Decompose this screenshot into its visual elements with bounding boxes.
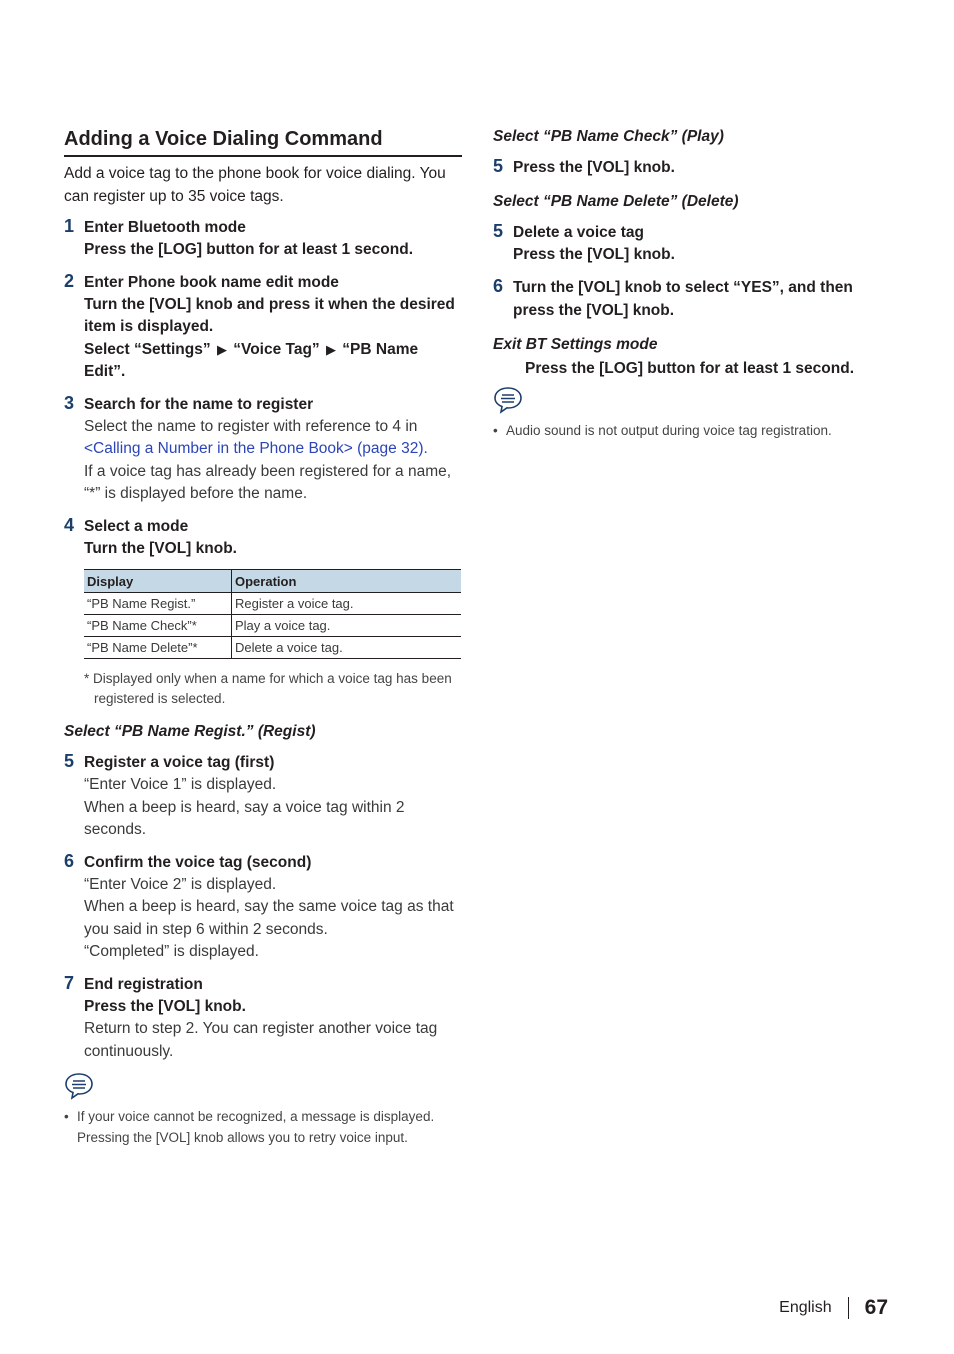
mode-heading-regist: Select “PB Name Regist.” (Regist) — [64, 723, 316, 740]
section-title: Adding a Voice Dialing Command — [64, 126, 462, 157]
note-item — [493, 420, 893, 441]
page-number: 67 — [864, 1296, 888, 1319]
table-cell: “PB Name Delete”* — [84, 637, 232, 659]
step-number: 5 — [64, 751, 75, 771]
step-number: 5 — [493, 221, 504, 241]
step-heading: End registration — [84, 975, 203, 993]
step-heading: Enter Phone book name edit mode — [84, 273, 339, 291]
footer-language: English — [779, 1299, 832, 1316]
step-number: 3 — [64, 392, 75, 413]
footer-divider — [848, 1297, 849, 1319]
note-text: If your voice cannot be recognized, a message is displayed. Pressing the [VOL] knob allows you to retry voice input. — [77, 1109, 435, 1145]
table-footnote: * Displayed only when a name for which a voice tag has been registered is selected. — [84, 671, 452, 706]
table-cell: “PB Name Check”* — [84, 615, 232, 637]
step-text: “Enter Voice 1” is displayed. — [84, 776, 277, 793]
step-instruction: Press the [VOL] knob. — [84, 997, 246, 1015]
step-heading: Register a voice tag (first) — [84, 754, 275, 771]
step-number: 6 — [493, 275, 504, 296]
step-heading: Turn the [VOL] knob to select “YES”, and then press the [VOL] knob. — [513, 278, 853, 319]
step-5-play — [493, 156, 893, 179]
table-cell: Register a voice tag. — [232, 593, 462, 615]
page-footer — [779, 1294, 888, 1322]
step-text — [84, 416, 462, 461]
step-instruction: Turn the [VOL] knob. — [84, 539, 237, 557]
bullet: • — [493, 422, 498, 438]
mode-table — [84, 569, 461, 659]
step-text: When a beep is heard, say a voice tag within 2 seconds. — [84, 798, 405, 838]
step-2 — [64, 271, 462, 384]
note-item — [64, 1106, 462, 1148]
step-heading: Press the [VOL] knob. — [513, 159, 675, 176]
table-cell: Play a voice tag. — [232, 615, 462, 637]
step-text: Return to step 2. You can register another voice tag continuously. — [84, 1020, 438, 1060]
step-heading: Confirm the voice tag (second) — [84, 853, 312, 871]
step-1 — [64, 216, 462, 262]
reference-text: Select the name to register with reference to 4 in — [84, 417, 418, 435]
triangle-right-icon: ▶ — [216, 341, 227, 357]
step-instruction: Turn the [VOL] knob and press it when the desired item is displayed. — [84, 295, 455, 335]
step-number: 2 — [64, 270, 75, 291]
table-cell: “PB Name Regist.” — [84, 593, 232, 615]
step-number: 7 — [64, 972, 75, 993]
left-column — [64, 126, 462, 1148]
step-instruction: Press the [LOG] button for at least 1 second. — [84, 241, 413, 258]
exit-instruction: Press the [LOG] button for at least 1 second. — [525, 359, 854, 377]
table-cell: Delete a voice tag. — [232, 637, 462, 659]
step-heading: Search for the name to register — [84, 395, 314, 413]
triangle-right-icon: ▶ — [325, 341, 336, 357]
step-5-register — [64, 751, 462, 842]
step-heading: Delete a voice tag — [513, 224, 644, 241]
speech-bubble-note-icon — [493, 386, 523, 414]
step-number: 5 — [493, 156, 504, 176]
step-number: 6 — [64, 850, 75, 871]
step-3 — [64, 393, 462, 506]
table-row — [84, 637, 461, 659]
step-heading: Select a mode — [84, 517, 189, 535]
speech-bubble-note-icon — [64, 1072, 94, 1100]
menu-path-voice-tag: “Voice Tag” — [233, 340, 320, 358]
step-4 — [64, 515, 462, 561]
step-number: 4 — [64, 514, 75, 535]
note-text: Audio sound is not output during voice tag registration. — [506, 422, 832, 438]
table-header-row — [84, 570, 461, 593]
menu-path-settings: Select “Settings” — [84, 340, 211, 358]
table-row — [84, 615, 461, 637]
table-row — [84, 593, 461, 615]
mode-heading-delete: Select “PB Name Delete” (Delete) — [493, 193, 739, 210]
bullet: • — [64, 1109, 69, 1124]
step-7-end — [64, 973, 462, 1064]
column-header: Display — [84, 570, 232, 593]
step-heading: Enter Bluetooth mode — [84, 219, 246, 236]
step-6-delete — [493, 276, 893, 322]
step-text: When a beep is heard, say the same voice tag as that you said in step 6 within 2 seconds. — [84, 898, 454, 938]
step-text: “Completed” is displayed. — [84, 943, 259, 960]
column-header: Operation — [232, 570, 462, 593]
menu-path-pb-name-edit: “PB Name Edit”. — [84, 340, 419, 380]
step-5-delete — [493, 221, 893, 267]
step-text: “Enter Voice 2” is displayed. — [84, 875, 277, 893]
page-reference-link[interactable]: <Calling a Number in the Phone Book> (page 32). — [84, 440, 428, 457]
step-6-confirm — [64, 851, 462, 964]
mode-heading-exit: Exit BT Settings mode — [493, 335, 658, 353]
step-number: 1 — [64, 216, 75, 236]
right-column — [493, 126, 893, 441]
menu-path — [84, 339, 462, 384]
step-instruction: Press the [VOL] knob. — [513, 246, 675, 263]
step-text: If a voice tag has already been registered for a name, “*” is displayed before the name. — [84, 462, 452, 502]
intro-text: Add a voice tag to the phone book for voice dialing. You can register up to 35 voice tags. — [64, 165, 446, 205]
mode-heading-check: Select “PB Name Check” (Play) — [493, 128, 724, 145]
